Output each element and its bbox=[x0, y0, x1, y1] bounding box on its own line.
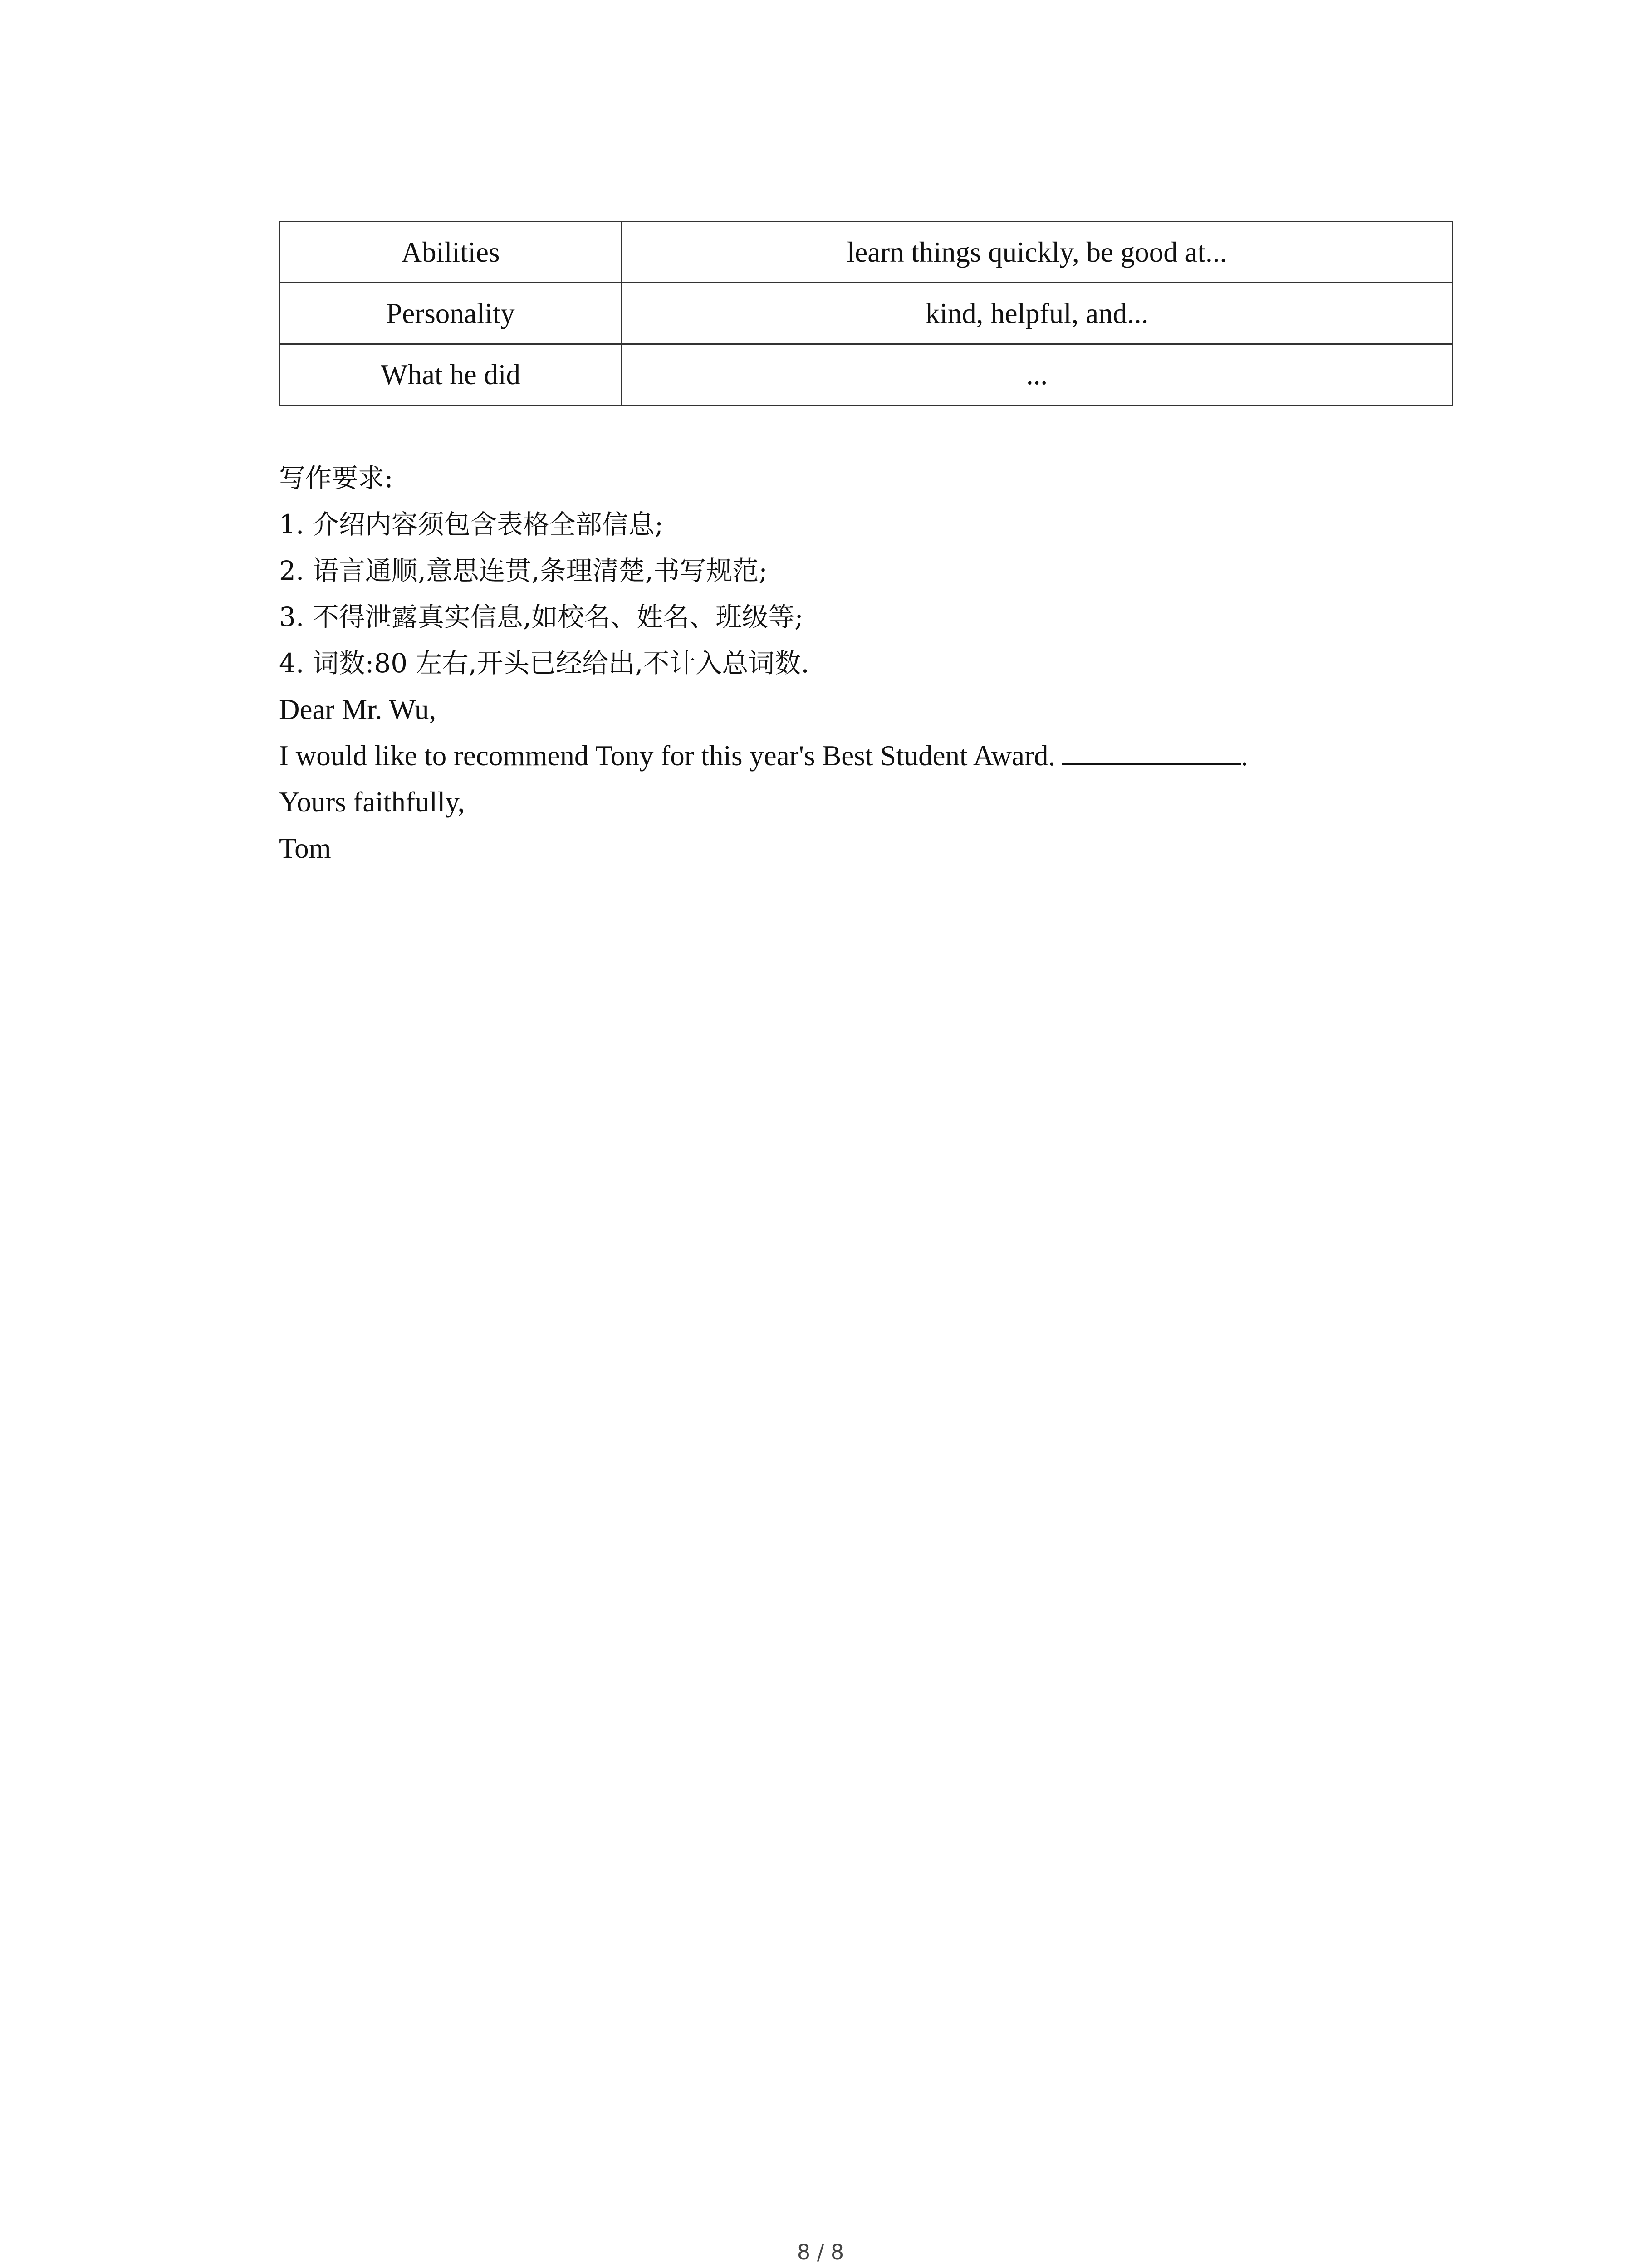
row-label: Personality bbox=[280, 283, 622, 344]
info-table bbox=[279, 221, 1453, 406]
letter-closing: Yours faithfully, bbox=[279, 786, 465, 818]
letter-salutation: Dear Mr. Wu, bbox=[279, 694, 436, 725]
row-value: kind, helpful, and... bbox=[622, 283, 1453, 344]
requirement-item: 4. 词数:80 左右,开头已经给出,不计入总词数. bbox=[279, 648, 809, 679]
page-number: 8 / 8 bbox=[797, 2240, 844, 2264]
letter-opening-line bbox=[279, 733, 1504, 779]
requirement-item: 2. 语言通顺,意思连贯,条理清楚,书写规范; bbox=[279, 555, 768, 586]
row-label: What he did bbox=[280, 344, 622, 406]
requirements-heading: 写作要求: bbox=[279, 463, 393, 494]
letter-signature: Tom bbox=[279, 832, 331, 864]
blank-end-punctuation: . bbox=[1241, 740, 1248, 772]
requirement-item: 3. 不得泄露真实信息,如校名、姓名、班级等; bbox=[279, 601, 803, 632]
row-value: ... bbox=[622, 344, 1453, 406]
answer-blank[interactable] bbox=[1062, 738, 1241, 765]
table-row bbox=[280, 222, 1453, 283]
row-value: learn things quickly, be good at... bbox=[622, 222, 1453, 283]
row-label: Abilities bbox=[280, 222, 622, 283]
table-row bbox=[280, 283, 1453, 344]
writing-task bbox=[279, 455, 1504, 871]
letter-opening: I would like to recommend Tony for this year's Best Student Award. bbox=[279, 740, 1056, 772]
table-row bbox=[280, 344, 1453, 406]
requirement-item: 1. 介绍内容须包含表格全部信息; bbox=[279, 509, 664, 540]
